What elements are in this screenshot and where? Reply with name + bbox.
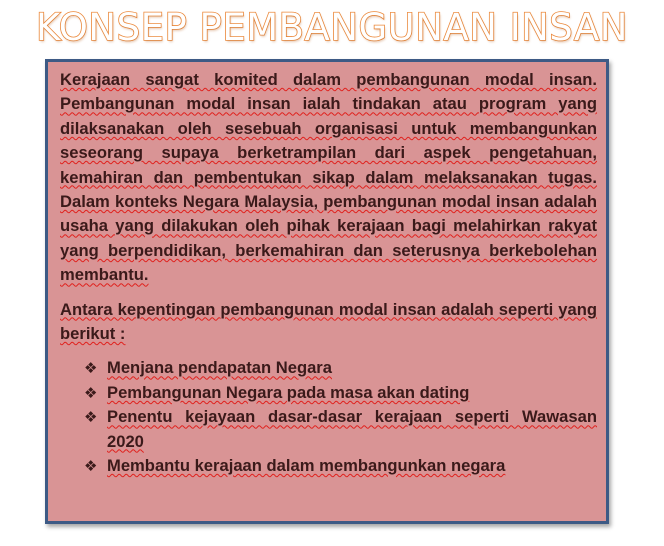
list-item-text: Menjana pendapatan Negara xyxy=(107,358,332,378)
intro-paragraph-text: Kerajaan sangat komited dalam pembangunan modal insan. Pembangunan modal insan ialah tindakan atau program yang dilaksanakan oleh sesebuah organisasi untuk membangunkan seseorang supaya berketrampilan dari aspek pengetahuan, kemahiran dan pembentukan sikap dalam melaksanakan tugas. Dalam konteks Negara Malaysia, pembangunan modal insan adalah usaha yang dilakukan oleh pihak kerajaan bagi melahirkan rakyat yang berpendidikan, berkemahiran dan seterusnya berkebolehan membantu. xyxy=(60,70,597,285)
list-item-text: Penentu kejayaan dasar-dasar kerajaan seperti Wawasan 2020 xyxy=(107,407,597,451)
list-item-text: Membantu kerajaan dalam membangunkan negara xyxy=(107,456,506,476)
list-item xyxy=(84,405,597,454)
diamond-bullet-icon: ❖ xyxy=(84,457,98,476)
list-item xyxy=(84,356,597,380)
importance-list xyxy=(60,356,597,478)
content-panel xyxy=(45,59,609,524)
page-title: KONSEP PEMBANGUNAN INSAN xyxy=(36,6,628,49)
list-item-text: Pembangunan Negara pada masa akan dating xyxy=(107,382,470,402)
diamond-bullet-icon: ❖ xyxy=(84,408,98,427)
list-item xyxy=(84,454,597,478)
diamond-bullet-icon: ❖ xyxy=(84,359,98,378)
intro-paragraph xyxy=(60,68,597,288)
importance-paragraph xyxy=(60,298,597,347)
diamond-bullet-icon: ❖ xyxy=(84,383,98,402)
importance-paragraph-text: Antara kepentingan pembangunan modal insan adalah seperti yang berikut : xyxy=(60,299,597,344)
list-item xyxy=(84,381,597,405)
